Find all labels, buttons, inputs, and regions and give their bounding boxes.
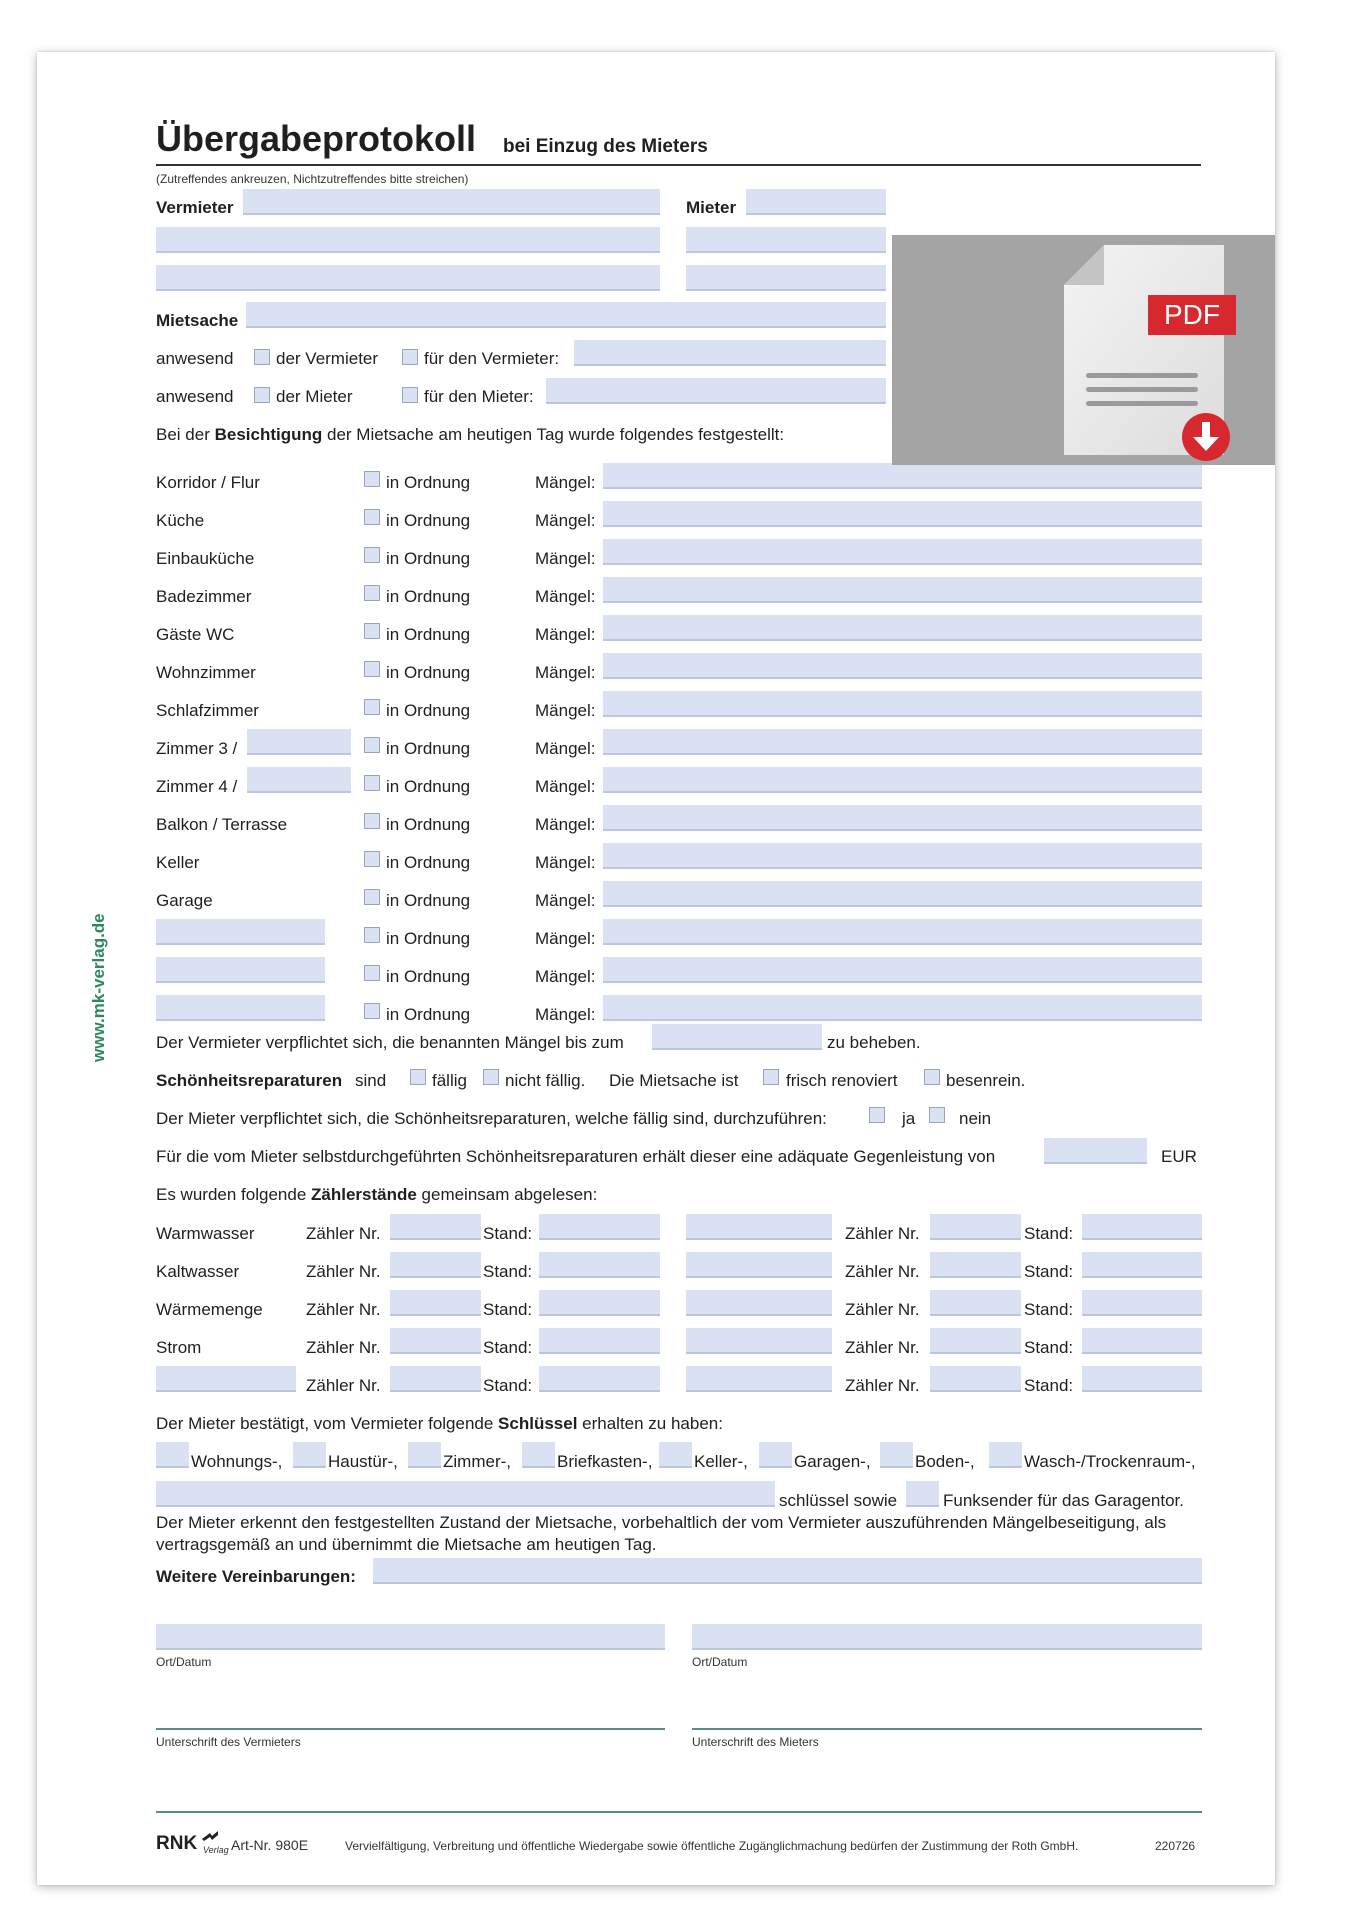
currency-label: EUR	[1161, 1147, 1197, 1166]
room-defects-field[interactable]	[603, 653, 1202, 679]
presence-label: anwesend	[156, 349, 234, 368]
room-label: Keller	[156, 853, 200, 872]
tenant-address-field-2[interactable]	[686, 265, 886, 291]
tenant-obligation-text: Der Mieter verpflichtet sich, die Schönheitsreparaturen, welche fällig sind, durchzuführen:	[156, 1109, 827, 1128]
room-ok-checkbox[interactable]	[364, 927, 380, 943]
meter-2-number-label: Zähler Nr.	[845, 1338, 920, 1357]
clean-checkbox[interactable]	[924, 1069, 940, 1085]
key-type-label: Haustür-,	[328, 1452, 398, 1471]
room-defects-label: Mängel:	[535, 967, 596, 986]
room-ok-text: in Ordnung	[386, 967, 471, 986]
meter-2-number-field[interactable]	[930, 1290, 1021, 1316]
meter-2-number-field[interactable]	[930, 1252, 1021, 1278]
keys-end-text: schlüssel sowie	[779, 1491, 898, 1510]
room-defects-field[interactable]	[603, 615, 1202, 641]
key-count-field[interactable]	[156, 1442, 189, 1468]
cosmetic-due-checkbox[interactable]	[410, 1069, 426, 1085]
key-count-field[interactable]	[659, 1442, 692, 1468]
clean-text: besenrein.	[946, 1071, 1026, 1090]
remote-text: Funksender für das Garagentor.	[943, 1491, 1184, 1510]
meter-reading-label: Stand:	[483, 1224, 533, 1243]
room-label: Einbauküche	[156, 549, 255, 568]
meter-number-label: Zähler Nr.	[306, 1224, 381, 1243]
renovated-text: frisch renoviert	[786, 1071, 898, 1090]
meter-reading-label: Stand:	[483, 1338, 533, 1357]
room-extra-field[interactable]	[247, 729, 351, 755]
room-ok-checkbox[interactable]	[364, 813, 380, 829]
meter-2-number-field[interactable]	[930, 1366, 1021, 1392]
meter-label: Warmwasser	[156, 1224, 255, 1243]
meter-2-reading-field[interactable]	[1082, 1366, 1202, 1392]
room-ok-checkbox[interactable]	[364, 623, 380, 639]
room-ok-text: in Ordnung	[386, 625, 471, 644]
room-ok-text: in Ordnung	[386, 549, 471, 568]
obligation-yes-checkbox[interactable]	[869, 1107, 885, 1123]
room-defects-field[interactable]	[603, 463, 1202, 489]
meter-number-label: Zähler Nr.	[306, 1376, 381, 1395]
cosmetic-not-due-text: nicht fällig.	[505, 1071, 586, 1090]
form-code: 220726	[1155, 1839, 1196, 1853]
room-defects-label: Mängel:	[535, 511, 596, 530]
meter-2-name-field[interactable]	[686, 1328, 832, 1354]
key-count-field[interactable]	[293, 1442, 326, 1468]
room-label: Balkon / Terrasse	[156, 815, 288, 834]
pdf-badge: PDF	[1148, 295, 1236, 335]
meter-reading-field[interactable]	[539, 1252, 660, 1278]
keys-intro: Der Mieter bestätigt, vom Vermieter folgende Schlüssel erhalten zu haben:	[156, 1414, 723, 1433]
meter-2-reading-label: Stand:	[1024, 1224, 1074, 1243]
room-label: Küche	[156, 511, 205, 530]
copyright-notice: Vervielfältigung, Verbreitung und öffentliche Wiedergabe sowie öffentliche Zugänglichmachung bedürfen der Zustimmung der Roth GmbH.	[345, 1839, 1079, 1853]
obligation-yes-text: ja	[902, 1109, 916, 1128]
landlord-signature-line[interactable]	[156, 1728, 665, 1730]
room-ok-checkbox[interactable]	[364, 737, 380, 753]
download-arrow-icon[interactable]	[1181, 412, 1231, 462]
room-label: Zimmer 4 /	[156, 777, 238, 796]
presence-tenant-checkbox[interactable]	[254, 387, 270, 403]
meter-number-field[interactable]	[390, 1290, 481, 1316]
presence-landlord-checkbox[interactable]	[254, 349, 270, 365]
presence-tenant-text: der Mieter	[276, 387, 353, 406]
room-label: Badezimmer	[156, 587, 252, 606]
key-type-label: Garagen-,	[794, 1452, 871, 1471]
room-ok-text: in Ordnung	[386, 511, 471, 530]
meter-2-reading-label: Stand:	[1024, 1300, 1074, 1319]
meter-2-number-field[interactable]	[930, 1214, 1021, 1240]
inspection-intro: Bei der Besichtigung der Mietsache am heutigen Tag wurde folgendes festgestellt:	[156, 425, 785, 444]
room-defects-label: Mängel:	[535, 701, 596, 720]
room-defects-field[interactable]	[603, 995, 1202, 1021]
acceptance-text: Der Mieter erkennt den festgestellten Zustand der Mietsache, vorbehaltlich der vom Vermieter auszuführenden Mängelbeseitigung, als vertragsgemäß an und übernimmt die Mietsache am heutigen Tag.	[156, 1513, 1167, 1554]
room-defects-field[interactable]	[603, 577, 1202, 603]
form-subtitle: bei Einzug des Mieters	[503, 136, 708, 157]
custom-room-field[interactable]	[156, 995, 325, 1021]
room-ok-text: in Ordnung	[386, 473, 471, 492]
pdf-download-overlay[interactable]	[892, 235, 1275, 465]
room-defects-label: Mängel:	[535, 549, 596, 568]
room-ok-text: in Ordnung	[386, 663, 471, 682]
key-type-label: Keller-,	[694, 1452, 748, 1471]
meter-2-number-field[interactable]	[930, 1328, 1021, 1354]
property-label: Mietsache	[156, 311, 239, 330]
room-defects-label: Mängel:	[535, 1005, 596, 1024]
room-defects-field[interactable]	[603, 767, 1202, 793]
room-defects-field[interactable]	[603, 501, 1202, 527]
presence-label: anwesend	[156, 387, 234, 406]
obligation-no-checkbox[interactable]	[929, 1107, 945, 1123]
meter-2-number-label: Zähler Nr.	[845, 1376, 920, 1395]
room-label: Garage	[156, 891, 213, 910]
room-ok-checkbox[interactable]	[364, 585, 380, 601]
room-defects-label: Mängel:	[535, 587, 596, 606]
room-defects-field[interactable]	[603, 691, 1202, 717]
room-ok-checkbox[interactable]	[364, 471, 380, 487]
title-rule	[156, 164, 1201, 166]
room-ok-checkbox[interactable]	[364, 1003, 380, 1019]
meter-2-number-label: Zähler Nr.	[845, 1262, 920, 1281]
key-count-field[interactable]	[759, 1442, 792, 1468]
room-ok-checkbox[interactable]	[364, 889, 380, 905]
key-count-field[interactable]	[989, 1442, 1022, 1468]
tenant-name-field[interactable]	[746, 189, 886, 215]
room-ok-text: in Ordnung	[386, 587, 471, 606]
landlord-signature-caption: Unterschrift des Vermieters	[156, 1735, 301, 1749]
form-title: Übergabeprotokoll	[156, 118, 477, 159]
room-label: Korridor / Flur	[156, 473, 260, 492]
room-ok-checkbox[interactable]	[364, 775, 380, 791]
meter-number-field[interactable]	[390, 1328, 481, 1354]
tenant-label: Mieter	[686, 198, 737, 217]
repair-deadline-field[interactable]	[652, 1024, 822, 1050]
room-defects-field[interactable]	[603, 957, 1202, 983]
meter-2-number-label: Zähler Nr.	[845, 1224, 920, 1243]
further-agreements-label: Weitere Vereinbarungen:	[156, 1567, 356, 1586]
room-ok-checkbox[interactable]	[364, 965, 380, 981]
room-defects-label: Mängel:	[535, 473, 596, 492]
meter-number-label: Zähler Nr.	[306, 1300, 381, 1319]
room-ok-checkbox[interactable]	[364, 509, 380, 525]
repair-text: Der Vermieter verpflichtet sich, die benannten Mängel bis zum	[156, 1033, 624, 1052]
meter-2-reading-label: Stand:	[1024, 1338, 1074, 1357]
cosmetic-due-text: fällig	[432, 1071, 467, 1090]
meter-2-reading-field[interactable]	[1082, 1214, 1202, 1240]
custom-room-field[interactable]	[156, 919, 325, 945]
room-ok-text: in Ordnung	[386, 891, 471, 910]
meter-reading-label: Stand:	[483, 1262, 533, 1281]
room-defects-label: Mängel:	[535, 891, 596, 910]
room-label: Wohnzimmer	[156, 663, 256, 682]
key-count-field[interactable]	[522, 1442, 555, 1468]
meter-2-name-field[interactable]	[686, 1214, 832, 1240]
meter-number-field[interactable]	[390, 1366, 481, 1392]
meter-reading-label: Stand:	[483, 1300, 533, 1319]
room-ok-text: in Ordnung	[386, 777, 471, 796]
room-label: Gäste WC	[156, 625, 235, 644]
room-defects-label: Mängel:	[535, 815, 596, 834]
cosmetic-sind: sind	[355, 1071, 387, 1090]
tenant-signature-caption: Unterschrift des Mieters	[692, 1735, 819, 1749]
meter-label: Kaltwasser	[156, 1262, 240, 1281]
landlord-address-field-1[interactable]	[156, 227, 660, 253]
key-count-field[interactable]	[408, 1442, 441, 1468]
room-defects-label: Mängel:	[535, 739, 596, 758]
obligation-no-text: nein	[959, 1109, 992, 1128]
tenant-address-field-1[interactable]	[686, 227, 886, 253]
meter-label: Strom	[156, 1338, 202, 1357]
meter-number-field[interactable]	[390, 1214, 481, 1240]
room-ok-text: in Ordnung	[386, 1005, 471, 1024]
property-state-text: Die Mietsache ist	[609, 1071, 739, 1090]
presence-landlord-proxy-text: für den Vermieter:	[424, 349, 560, 368]
publisher-logo-mark	[202, 1831, 218, 1841]
room-ok-text: in Ordnung	[386, 739, 471, 758]
compensation-text: Für die vom Mieter selbstdurchgeführten Schönheitsreparaturen erhält dieser eine adäquate Gegenleistung von	[156, 1147, 996, 1166]
meter-reading-field[interactable]	[539, 1214, 660, 1240]
landlord-proxy-field[interactable]	[574, 340, 886, 366]
key-type-label: Wasch-/Trockenraum-,	[1024, 1452, 1196, 1471]
room-ok-text: in Ordnung	[386, 929, 471, 948]
remote-count-field[interactable]	[906, 1481, 939, 1507]
landlord-label: Vermieter	[156, 198, 234, 217]
room-defects-label: Mängel:	[535, 663, 596, 682]
room-defects-field[interactable]	[603, 805, 1202, 831]
cosmetic-label: Schönheitsreparaturen	[156, 1071, 343, 1090]
article-number: Art-Nr. 980E	[231, 1837, 309, 1853]
key-type-label: Briefkasten-,	[557, 1452, 653, 1471]
publisher-url: www.mk-verlag.de	[89, 913, 108, 1062]
presence-tenant-proxy-text: für den Mieter:	[424, 387, 534, 406]
further-agreements-field[interactable]	[373, 1558, 1202, 1584]
room-defects-label: Mängel:	[535, 853, 596, 872]
presence-tenant-proxy-checkbox[interactable]	[402, 387, 418, 403]
key-type-label: Boden-,	[915, 1452, 975, 1471]
meter-reading-field[interactable]	[539, 1366, 660, 1392]
room-ok-text: in Ordnung	[386, 853, 471, 872]
key-type-label: Wohnungs-,	[191, 1452, 283, 1471]
room-extra-field[interactable]	[247, 767, 351, 793]
room-defects-label: Mängel:	[535, 625, 596, 644]
landlord-place-date-caption: Ort/Datum	[156, 1655, 212, 1669]
meter-reading-field[interactable]	[539, 1328, 660, 1354]
meter-2-reading-field[interactable]	[1082, 1290, 1202, 1316]
room-defects-field[interactable]	[603, 539, 1202, 565]
footer-rule	[156, 1811, 1202, 1813]
meter-2-name-field[interactable]	[686, 1252, 832, 1278]
room-defects-label: Mängel:	[535, 777, 596, 796]
room-defects-field[interactable]	[603, 729, 1202, 755]
meter-2-number-label: Zähler Nr.	[845, 1300, 920, 1319]
room-defects-field[interactable]	[603, 843, 1202, 869]
custom-room-field[interactable]	[156, 957, 325, 983]
tenant-signature-line[interactable]	[692, 1728, 1202, 1730]
meter-2-reading-field[interactable]	[1082, 1252, 1202, 1278]
cosmetic-not-due-checkbox[interactable]	[483, 1069, 499, 1085]
room-defects-field[interactable]	[603, 919, 1202, 945]
tenant-place-date-caption: Ort/Datum	[692, 1655, 748, 1669]
room-ok-checkbox[interactable]	[364, 699, 380, 715]
compensation-amount-field[interactable]	[1044, 1138, 1147, 1164]
instruction-note: (Zutreffendes ankreuzen, Nichtzutreffendes bitte streichen)	[156, 172, 469, 186]
repair-text-end: zu beheben.	[827, 1033, 921, 1052]
meter-2-reading-label: Stand:	[1024, 1376, 1074, 1395]
landlord-name-field[interactable]	[243, 189, 660, 215]
presence-landlord-text: der Vermieter	[276, 349, 379, 368]
custom-meter-field[interactable]	[156, 1366, 296, 1392]
landlord-place-date-field[interactable]	[156, 1624, 665, 1650]
meter-number-label: Zähler Nr.	[306, 1338, 381, 1357]
room-label: Schlafzimmer	[156, 701, 259, 720]
meter-label: Wärmemenge	[156, 1300, 263, 1319]
form-sheet	[37, 52, 1275, 1885]
meter-reading-label: Stand:	[483, 1376, 533, 1395]
room-ok-checkbox[interactable]	[364, 851, 380, 867]
meter-2-name-field[interactable]	[686, 1366, 832, 1392]
room-label: Zimmer 3 /	[156, 739, 238, 758]
meter-number-field[interactable]	[390, 1252, 481, 1278]
room-defects-label: Mängel:	[535, 929, 596, 948]
publisher-logo: RNK	[156, 1833, 198, 1854]
key-type-label: Zimmer-,	[443, 1452, 511, 1471]
meter-2-reading-field[interactable]	[1082, 1328, 1202, 1354]
publisher-logo-sub: Verlag	[203, 1845, 229, 1855]
property-field[interactable]	[246, 302, 886, 328]
room-ok-checkbox[interactable]	[364, 661, 380, 677]
renovated-checkbox[interactable]	[763, 1069, 779, 1085]
room-ok-text: in Ordnung	[386, 701, 471, 720]
tenant-place-date-field[interactable]	[692, 1624, 1202, 1650]
presence-landlord-proxy-checkbox[interactable]	[402, 349, 418, 365]
meter-reading-field[interactable]	[539, 1290, 660, 1316]
meters-intro: Es wurden folgende Zählerstände gemeinsam abgelesen:	[156, 1185, 598, 1204]
key-count-field[interactable]	[880, 1442, 913, 1468]
meter-2-name-field[interactable]	[686, 1290, 832, 1316]
tenant-proxy-field[interactable]	[546, 378, 886, 404]
room-ok-checkbox[interactable]	[364, 547, 380, 563]
other-keys-field[interactable]	[156, 1481, 775, 1507]
meter-number-label: Zähler Nr.	[306, 1262, 381, 1281]
room-defects-field[interactable]	[603, 881, 1202, 907]
meter-2-reading-label: Stand:	[1024, 1262, 1074, 1281]
room-ok-text: in Ordnung	[386, 815, 471, 834]
landlord-address-field-2[interactable]	[156, 265, 660, 291]
